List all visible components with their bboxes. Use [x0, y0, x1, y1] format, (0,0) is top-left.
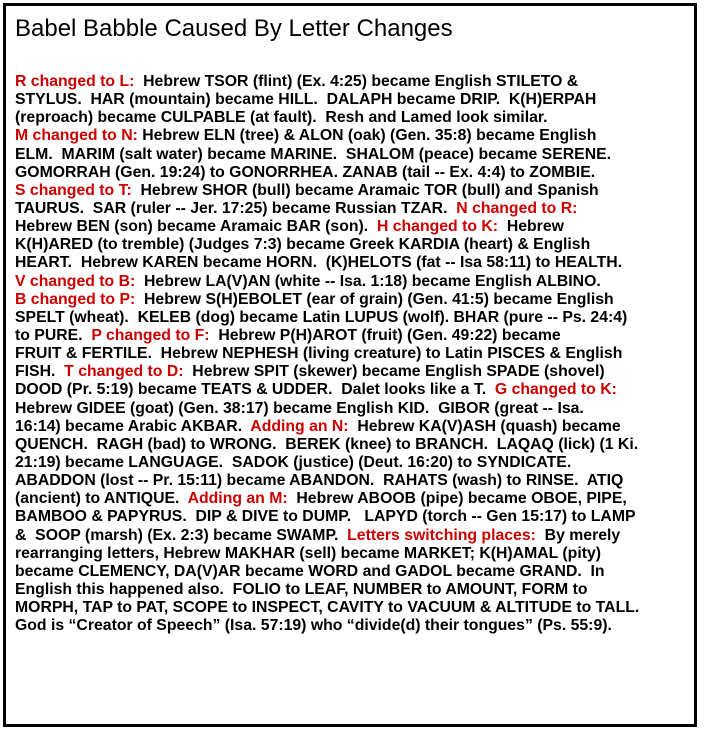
line-text: to PURE.	[15, 326, 92, 344]
change-heading: N changed to R:	[456, 199, 578, 217]
text-line	[15, 418, 695, 436]
text-line	[15, 291, 695, 309]
text-line	[15, 218, 695, 236]
line-text: 16:14) became Arabic AKBAR.	[15, 417, 251, 435]
change-heading: M changed to N:	[15, 127, 138, 145]
text-line	[15, 454, 695, 472]
change-heading: G changed to K:	[494, 381, 617, 399]
line-text: By merely	[535, 526, 621, 544]
line-text: (ancient) to ANTIQUE.	[15, 490, 188, 508]
line-text: TAURUS. SAR (ruler -- Jer. 17:25) became Russian TZAR.	[15, 199, 457, 217]
line-text: Hebrew ABOOB (pipe) became OBOE, PIPE,	[287, 490, 627, 508]
line-text: Hebrew ELN (tree) & ALON (oak) (Gen. 35:8) became English	[137, 127, 597, 145]
line-text: FRUIT & FERTILE. Hebrew NEPHESH (living creature) to Latin PISCES & English	[15, 345, 623, 363]
line-text: SPELT (wheat). KELEB (dog) became Latin LUPUS (wolf). BHAR (pure -- Ps. 24:4)	[15, 308, 628, 326]
line-text: GOMORRAH (Gen. 19:24) to GONORRHEA. ZANAB (tail -- Ex. 4:4) to ZOMBIE.	[15, 163, 596, 181]
text-line	[15, 273, 695, 291]
text-line	[15, 381, 695, 399]
change-heading: Adding an N:	[250, 417, 349, 435]
text-line	[15, 109, 695, 127]
line-text: HEART. Hebrew KAREN became HORN. (K)HELOTS (fat -- Isa 58:11) to HEALTH.	[15, 254, 623, 272]
line-text: English this happened also. FOLIO to LEAF, NUMBER to AMOUNT, FORM to	[15, 580, 588, 598]
line-text: 21:19) became LANGUAGE. SADOK (justice) (Deut. 16:20) to SYNDICATE.	[15, 453, 572, 471]
text-line	[15, 200, 695, 218]
line-text: Hebrew GIDEE (goat) (Gen. 38:17) became English KID. GIBOR (great -- Isa.	[15, 399, 584, 417]
document-title: Babel Babble Caused By Letter Changes	[15, 15, 453, 42]
line-text: Hebrew S(H)EBOLET (ear of grain) (Gen. 41:5) became English	[135, 290, 614, 308]
text-line	[15, 436, 695, 454]
line-text: (reproach) became CULPABLE (at fault). Resh and Lamed look similar.	[15, 109, 548, 127]
line-text: Hebrew LA(V)AN (white -- Isa. 1:18) became English ALBINO.	[135, 272, 601, 290]
text-line	[15, 563, 695, 581]
line-text: DOOD (Pr. 5:19) became TEATS & UDDER. Dalet looks like a T.	[15, 381, 495, 399]
text-line	[15, 236, 695, 254]
change-heading: S changed to T:	[15, 181, 132, 199]
text-line	[15, 182, 695, 200]
text-line	[15, 309, 695, 327]
line-text: FISH.	[15, 363, 65, 381]
text-line	[15, 73, 695, 91]
text-line	[15, 400, 695, 418]
line-text: BAMBOO & PAPYRUS. DIP & DIVE to DUMP. LAPYD (torch -- Gen 15:17) to LAMP	[15, 508, 636, 526]
change-heading: B changed to P:	[15, 290, 136, 308]
change-heading: Letters switching places:	[347, 526, 536, 544]
line-text: Hebrew BEN (son) became Aramaic BAR (son).	[15, 218, 377, 236]
text-line	[15, 91, 695, 109]
text-line	[15, 527, 695, 545]
line-text: Hebrew P(H)AROT (fruit) (Gen. 49:22) became	[209, 326, 561, 344]
text-line	[15, 127, 695, 145]
line-text: Hebrew SPIT (skewer) became English SPADE (shovel)	[183, 363, 605, 381]
line-text: Hebrew	[498, 218, 564, 236]
change-heading: T changed to D:	[64, 363, 184, 381]
line-text: ABADDON (lost -- Pr. 15:11) became ABANDON. RAHATS (wash) to RINSE. ATIQ	[15, 472, 624, 490]
document-body	[15, 73, 695, 635]
text-line	[15, 164, 695, 182]
line-text: STYLUS. HAR (mountain) became HILL. DALAPH became DRIP. K(H)ERPAH	[15, 91, 597, 109]
text-line	[15, 545, 695, 563]
line-text: rearranging letters, Hebrew MAKHAR (sell) became MARKET; K(H)AMAL (pity)	[15, 544, 602, 562]
text-line	[15, 599, 695, 617]
line-text: became CLEMENCY, DA(V)AR became WORD and GADOL became GRAND. In	[15, 562, 605, 580]
text-line	[15, 581, 695, 599]
line-text: God is “Creator of Speech” (Isa. 57:19) who “divide(d) their tongues” (Ps. 55:9).	[15, 617, 612, 635]
text-line	[15, 490, 695, 508]
text-line	[15, 617, 695, 635]
change-heading: Adding an M:	[187, 490, 288, 508]
line-text: Hebrew TSOR (flint) (Ex. 4:25) became English STILETO &	[134, 73, 579, 90]
change-heading: P changed to F:	[91, 326, 210, 344]
text-line	[15, 363, 695, 381]
text-line	[15, 345, 695, 363]
text-line	[15, 472, 695, 490]
text-line	[15, 254, 695, 272]
line-text: MORPH, TAP to PAT, SCOPE to INSPECT, CAVITY to VACUUM & ALTITUDE to TALL.	[15, 599, 640, 617]
line-text: ELM. MARIM (salt water) became MARINE. SHALOM (peace) became SERENE.	[15, 145, 612, 163]
line-text: & SOOP (marsh) (Ex. 2:3) became SWAMP.	[15, 526, 348, 544]
change-heading: V changed to B:	[15, 272, 136, 290]
line-text: Hebrew SHOR (bull) became Aramaic TOR (bull) and Spanish	[131, 181, 599, 199]
line-text: K(H)ARED (to tremble) (Judges 7:3) became Greek KARDIA (heart) & English	[15, 236, 591, 254]
change-heading: H changed to K:	[376, 218, 499, 236]
document-frame	[3, 3, 697, 727]
text-line	[15, 508, 695, 526]
change-heading: R changed to L:	[15, 73, 135, 90]
text-line	[15, 327, 695, 345]
text-line	[15, 146, 695, 164]
line-text: Hebrew KA(V)ASH (quash) became	[348, 417, 621, 435]
line-text: QUENCH. RAGH (bad) to WRONG. BEREK (knee) to BRANCH. LAQAQ (lick) (1 Ki.	[15, 435, 639, 453]
